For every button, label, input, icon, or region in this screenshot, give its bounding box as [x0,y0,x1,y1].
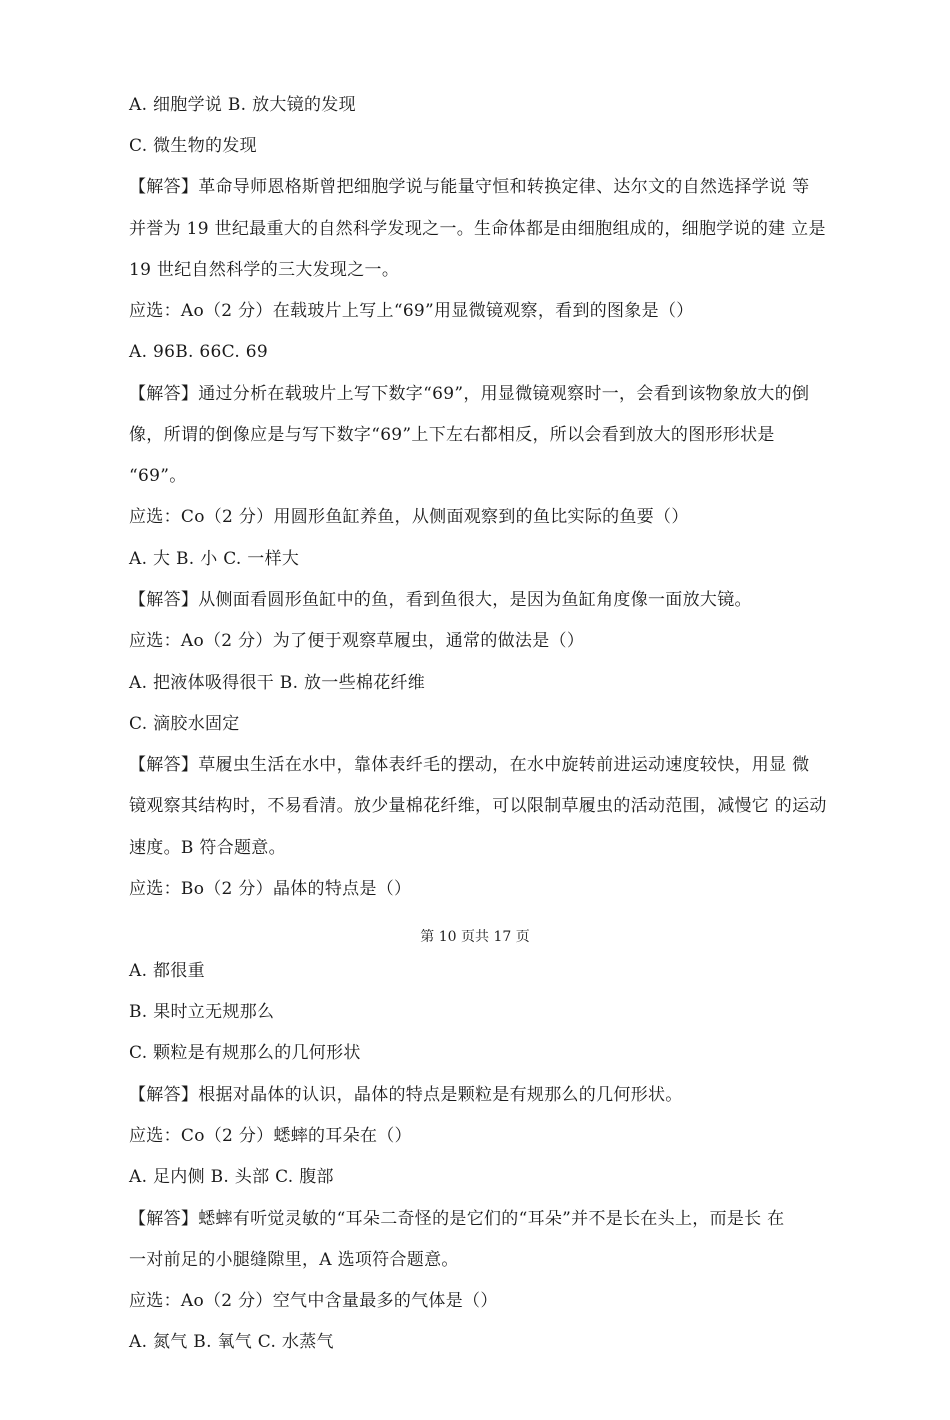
text-line: A. 氮气 B. 氧气 C. 水蒸气 [129,1332,334,1352]
text-line: C. 颗粒是有规那么的几何形状 [129,1043,361,1063]
text-line: B. 果时立无规那么 [129,1002,275,1022]
text-line: 像，所谓的倒像应是与写下数字“69”上下左右都相反，所以会看到放大的图形形状是 [129,425,775,445]
text-line: 【解答】蟋蟀有听觉灵敏的“耳朵二奇怪的是它们的“耳朵”并不是长在头上，而是长 在 [129,1209,785,1229]
text-line: 【解答】革命导师恩格斯曾把细胞学说与能量守恒和转换定律、达尔文的自然选择学说 等 [129,177,810,197]
text-line: 【解答】通过分析在载玻片上写下数字“69”，用显微镜观察时一，会看到该物象放大的倒 [129,384,810,404]
text-line: 19 世纪自然科学的三大发现之一。 [129,260,400,280]
text-line: “69”。 [129,466,187,486]
text-line: C. 滴胶水固定 [129,714,240,734]
text-line: 应选：Ao（2 分）在载玻片上写上“69”用显微镜观察，看到的图象是（） [129,301,694,321]
text-line: 应选：Ao（2 分）空气中含量最多的气体是（） [129,1291,498,1311]
text-line: 速度。B 符合题意。 [129,838,286,858]
text-line: 镜观察其结构时，不易看清。放少量棉花纤维，可以限制草履虫的活动范围，减慢它 的运动 [129,796,827,816]
text-line: 应选：Co（2 分）蟋蟀的耳朵在（） [129,1126,412,1146]
text-line: A. 96B. 66C. 69 [129,342,268,362]
text-line: C. 微生物的发现 [129,136,257,156]
page-number-footer: 第 10 页共 17 页 [420,929,530,945]
text-line: 应选：Co（2 分）用圆形鱼缸养鱼，从侧面观察到的鱼比实际的鱼要（） [129,507,689,527]
text-line: 一对前足的小腿缝隙里，A 选项符合题意。 [129,1250,459,1270]
text-line: 并誉为 19 世纪最重大的自然科学发现之一。生命体都是由细胞组成的，细胞学说的建 立是 [129,219,826,239]
text-line: A. 细胞学说 B. 放大镜的发现 [129,95,356,115]
text-line: 【解答】草履虫生活在水中，靠体表纤毛的摆动，在水中旋转前进运动速度较快，用显 微 [129,755,810,775]
text-line: A. 足内侧 B. 头部 C. 腹部 [129,1167,334,1187]
text-line: A. 大 B. 小 C. 一样大 [129,549,300,569]
text-line: 【解答】根据对晶体的认识，晶体的特点是颗粒是有规那么的几何形状。 [129,1085,683,1105]
text-line: A. 把液体吸得很干 B. 放一些棉花纤维 [129,673,426,693]
text-line: A. 都很重 [129,961,205,981]
text-line: 应选：Ao（2 分）为了便于观察草履虫，通常的做法是（） [129,631,585,651]
text-line: 【解答】从侧面看圆形鱼缸中的鱼，看到鱼很大，是因为鱼缸角度像一面放大镜。 [129,590,752,610]
text-line: 应选：Bo（2 分）晶体的特点是（） [129,879,412,899]
